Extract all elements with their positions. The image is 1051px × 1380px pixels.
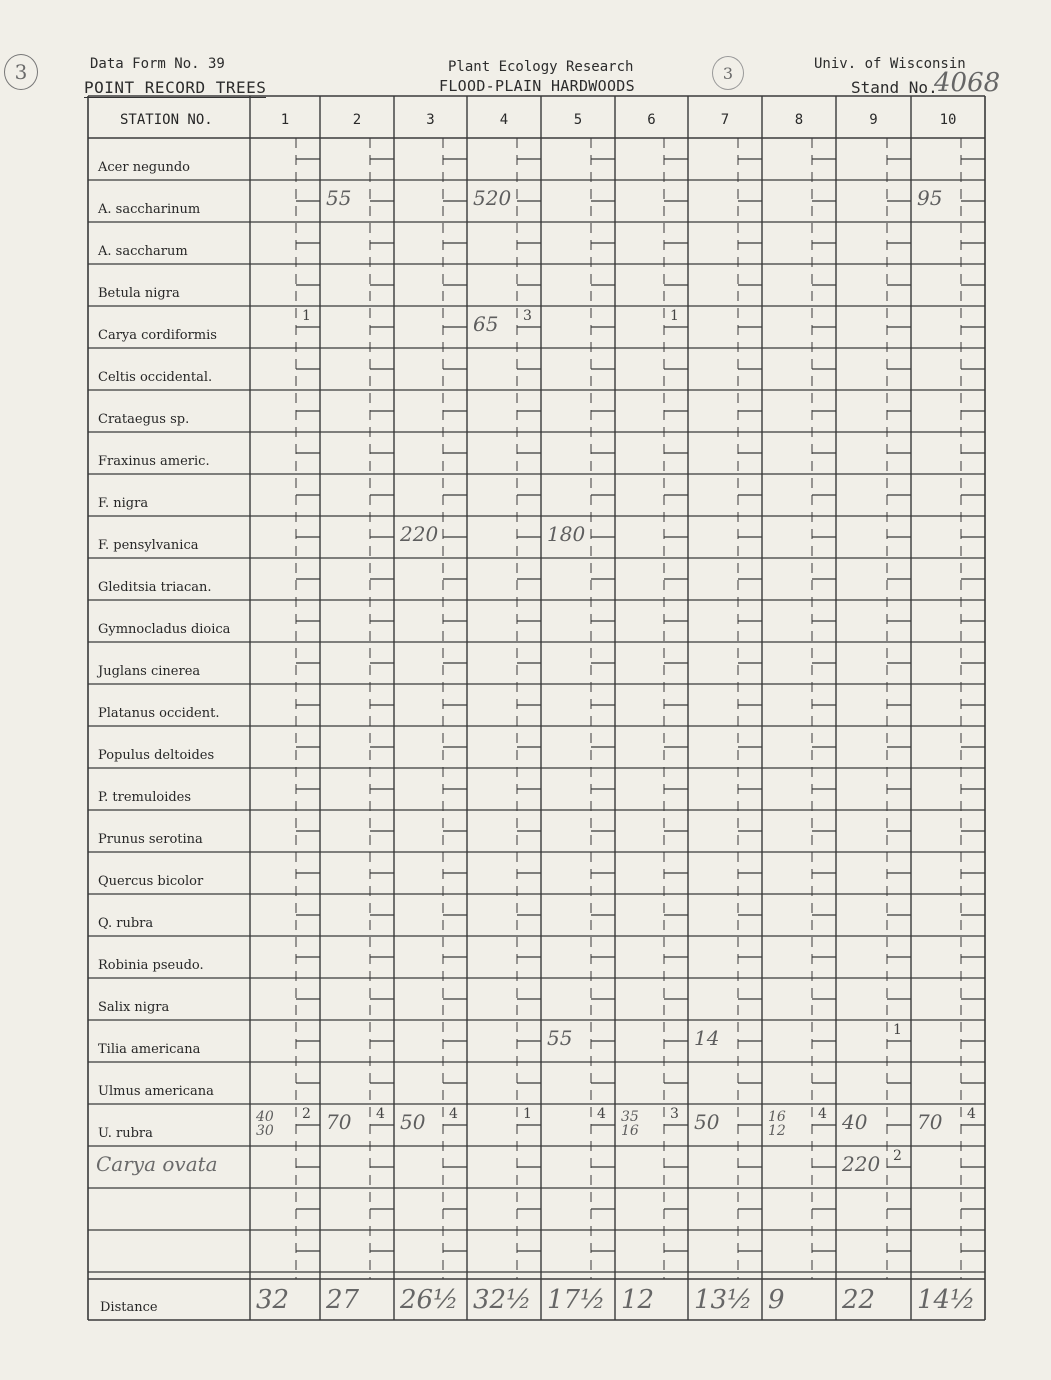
- cell-entry: 55: [547, 1026, 573, 1050]
- distance-value: 22: [842, 1285, 876, 1315]
- cell-entry: 520: [473, 186, 512, 210]
- cell-tally: 3: [523, 308, 532, 324]
- column-number-10: 10: [939, 112, 957, 128]
- species-label: Fraxinus americ.: [98, 454, 210, 469]
- cell-entry: 40 30: [256, 1109, 274, 1139]
- cell-entry: 50: [694, 1110, 720, 1134]
- cell-tally: 4: [967, 1106, 976, 1122]
- cell-entry: 220: [400, 522, 439, 546]
- species-label: A. saccharum: [98, 244, 188, 259]
- cell-tally: 4: [376, 1106, 385, 1122]
- column-number-1: 1: [280, 112, 290, 128]
- species-label: Juglans cinerea: [98, 664, 201, 679]
- distance-value: 14½: [917, 1285, 976, 1315]
- left-circled-number-text: 3: [14, 60, 28, 84]
- cell-entry: 180: [547, 522, 586, 546]
- cell-entry: 70: [917, 1110, 943, 1134]
- species-label: Q. rubra: [98, 916, 154, 931]
- distance-value: 17½: [547, 1285, 606, 1315]
- stand-label: Stand No.: [851, 78, 938, 97]
- cell-tally: 1: [523, 1106, 532, 1122]
- cell-tally: 4: [597, 1106, 606, 1122]
- column-number-3: 3: [426, 112, 435, 128]
- form-number: Data Form No. 39: [90, 56, 225, 72]
- species-label: F. pensylvanica: [98, 538, 199, 553]
- distance-value: 32½: [473, 1285, 532, 1315]
- cell-entry: 16 12: [768, 1109, 786, 1139]
- cell-tally: 4: [818, 1106, 827, 1122]
- cell-entry: 95: [917, 186, 943, 210]
- column-number-2: 2: [352, 112, 362, 128]
- cell-entry: 55: [326, 186, 352, 210]
- column-number-4: 4: [499, 112, 509, 128]
- species-label: Crataegus sp.: [98, 412, 190, 427]
- species-label: Prunus serotina: [98, 832, 203, 847]
- column-number-9: 9: [869, 112, 878, 128]
- form-title: POINT RECORD TREES: [84, 78, 267, 97]
- station-header: STATION NO.: [120, 112, 213, 128]
- cell-entry: 35 16: [621, 1109, 639, 1139]
- cell-tally: 2: [302, 1106, 311, 1122]
- distance-value: 32: [256, 1285, 290, 1315]
- species-label: Robinia pseudo.: [98, 958, 204, 973]
- column-number-7: 7: [720, 112, 730, 128]
- species-label: Celtis occidental.: [98, 370, 213, 385]
- species-label: P. tremuloides: [98, 790, 192, 805]
- distance-label: Distance: [100, 1300, 158, 1315]
- cell-tally: 4: [449, 1106, 458, 1122]
- species-label: Salix nigra: [98, 1000, 170, 1015]
- university: Univ. of Wisconsin: [814, 56, 966, 72]
- column-number-6: 6: [647, 112, 656, 128]
- cell-tally: 2: [893, 1148, 902, 1164]
- column-number-5: 5: [573, 112, 583, 128]
- cell-entry: 14: [694, 1026, 720, 1050]
- species-label: Populus deltoides: [98, 748, 215, 763]
- distance-value: 12: [621, 1285, 655, 1315]
- extra-species-handwritten: Carya ovata: [96, 1152, 218, 1176]
- cell-entry: 40: [842, 1110, 868, 1134]
- species-label: Carya cordiformis: [98, 328, 217, 343]
- species-label: Ulmus americana: [98, 1084, 214, 1099]
- species-label: Acer negundo: [98, 160, 190, 175]
- species-label: F. nigra: [98, 496, 149, 511]
- cell-tally: 1: [893, 1022, 902, 1038]
- distance-value: 26½: [400, 1285, 459, 1315]
- species-label: U. rubra: [98, 1126, 153, 1141]
- org-line: Plant Ecology Research: [448, 59, 634, 75]
- cell-entry: 220: [842, 1152, 881, 1176]
- cell-tally: 1: [302, 308, 311, 324]
- species-label: Gleditsia triacan.: [98, 580, 212, 595]
- cell-tally: 3: [670, 1106, 679, 1122]
- column-number-8: 8: [794, 112, 804, 128]
- stand-value: 4068: [934, 68, 1001, 98]
- distance-value: 27: [326, 1285, 360, 1315]
- cell-entry: 65: [473, 312, 499, 336]
- species-label: Quercus bicolor: [98, 874, 204, 889]
- species-label: Platanus occident.: [98, 706, 220, 721]
- species-label: Betula nigra: [98, 286, 180, 301]
- distance-value: 9: [768, 1285, 785, 1315]
- species-label: Tilia americana: [98, 1042, 201, 1057]
- type-line: FLOOD-PLAIN HARDWOODS: [439, 77, 635, 95]
- cell-tally: 1: [670, 308, 679, 324]
- mid-circled-number-text: 3: [722, 63, 734, 83]
- species-label: A. saccharinum: [98, 202, 201, 217]
- cell-entry: 50: [400, 1110, 426, 1134]
- cell-entry: 70: [326, 1110, 352, 1134]
- distance-value: 13½: [694, 1285, 753, 1315]
- species-label: Gymnocladus dioica: [98, 622, 231, 637]
